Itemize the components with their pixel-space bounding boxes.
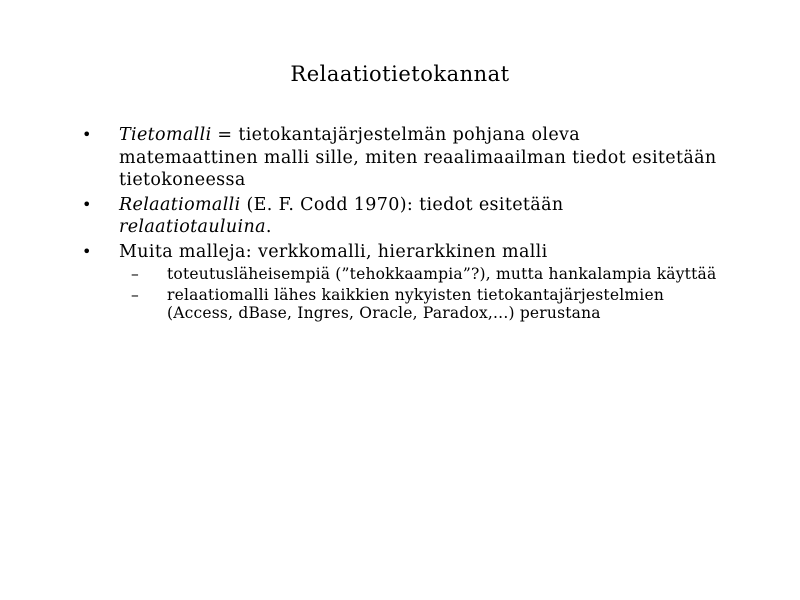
- bullet-text: Muita malleja: verkkomalli, hierarkkinen malli: [119, 241, 548, 262]
- bullet-item: [82, 194, 722, 239]
- bullet-icon: •: [82, 241, 92, 261]
- bullet-icon: •: [82, 194, 92, 214]
- dash-icon: –: [131, 265, 139, 283]
- bullet-item: [82, 241, 722, 323]
- bullet-term: Tietomalli: [119, 125, 212, 145]
- dash-icon: –: [131, 285, 139, 304]
- sub-bullet-list: [119, 265, 722, 323]
- sub-bullet-text: relaatiomalli lähes kaikkien nykyisten tietokantajärjestelmien (Access, dBase, Ingres, Oracle, Paradox,...) perustana: [167, 285, 665, 322]
- bullet-term: Relaatiomalli: [119, 194, 241, 215]
- bullet-text: (E. F. Codd 1970): tiedot esitetään: [240, 194, 564, 215]
- bullet-text: = tietokantajärjestelmän pohjana oleva matemaattinen malli sille, miten reaalimaailman tiedot esitetään tietokoneessa: [119, 125, 717, 190]
- slide-title: Relaatiotietokannat: [290, 62, 510, 86]
- bullet-icon: •: [82, 125, 92, 144]
- sub-bullet-text: toteutusläheisempiä (”tehokkaampia”?), mutta hankalampia käyttää: [167, 265, 717, 283]
- bullet-item: [82, 124, 722, 192]
- sub-bullet-item: [119, 265, 722, 284]
- bullet-text-end: .: [265, 217, 272, 237]
- bullet-term-secondary: relaatiotauluina: [119, 217, 266, 237]
- sub-bullet-item: [119, 286, 722, 323]
- bullet-list: [82, 124, 722, 325]
